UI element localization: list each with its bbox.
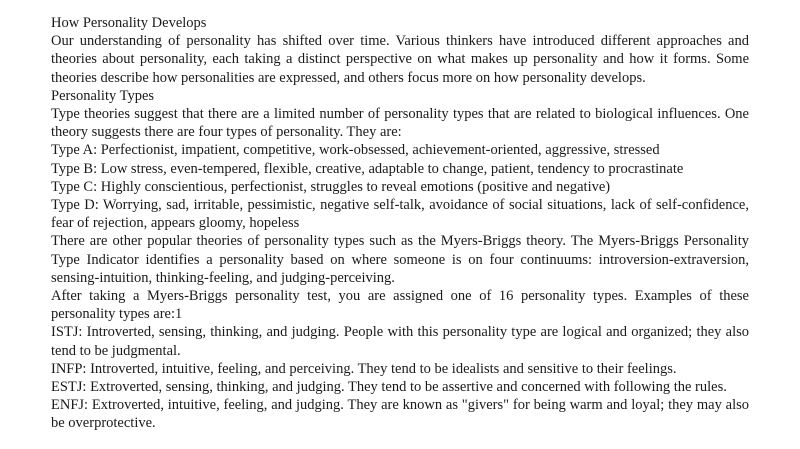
enfj-item: ENFJ: Extroverted, intuitive, feeling, and judging. They are known as "givers" for being warm and loyal; they may also be overprotective. xyxy=(51,397,749,432)
infp-item: INFP: Introverted, intuitive, feeling, and perceiving. They tend to be idealists and sensitive to their feelings. xyxy=(51,360,677,377)
subsection-heading: Personality Types xyxy=(51,87,155,104)
type-c-item: Type C: Highly conscientious, perfectionist, struggles to reveal emotions (positive and negative) xyxy=(51,178,611,195)
document-body xyxy=(51,14,749,433)
type-a-item: Type A: Perfectionist, impatient, competitive, work-obsessed, achievement-oriented, aggressive, stressed xyxy=(51,142,660,159)
estj-item: ESTJ: Extroverted, sensing, thinking, and judging. They tend to be assertive and concerned with following the rules. xyxy=(51,379,727,396)
mbti-paragraph: There are other popular theories of personality types such as the Myers-Briggs theory. The Myers-Briggs Personality Type Indicator identifies a personality based on where someone is on four continuums: introversion-extraversion, sensing-intuition, thinking-feeling, and judging-perceiving. xyxy=(51,233,749,286)
type-d-item: Type D: Worrying, sad, irritable, pessimistic, negative self-talk, avoidance of social situations, lack of self-confidence, fear of rejection, appears gloomy, hopeless xyxy=(51,197,749,232)
type-b-item: Type B: Low stress, even-tempered, flexible, creative, adaptable to change, patient, tendency to procrastinate xyxy=(51,160,684,177)
istj-item: ISTJ: Introverted, sensing, thinking, and judging. People with this personality type are logical and organized; they also tend to be judgmental. xyxy=(51,324,749,359)
type-theory-paragraph: Type theories suggest that there are a limited number of personality types that are related to biological influences. One theory suggests there are four types of personality. They are: xyxy=(51,106,749,141)
mbti-examples-paragraph: After taking a Myers-Briggs personality test, you are assigned one of 16 personality types. Examples of these personality types are:1 xyxy=(51,288,749,323)
section-heading: How Personality Develops xyxy=(51,15,207,31)
intro-paragraph: Our understanding of personality has shifted over time. Various thinkers have introduced different approaches and theories about personality, each taking a distinct perspective on what makes up personality and how it forms. Some theories describe how personalities are expressed, and others focus more on how personality develops. xyxy=(51,33,749,86)
